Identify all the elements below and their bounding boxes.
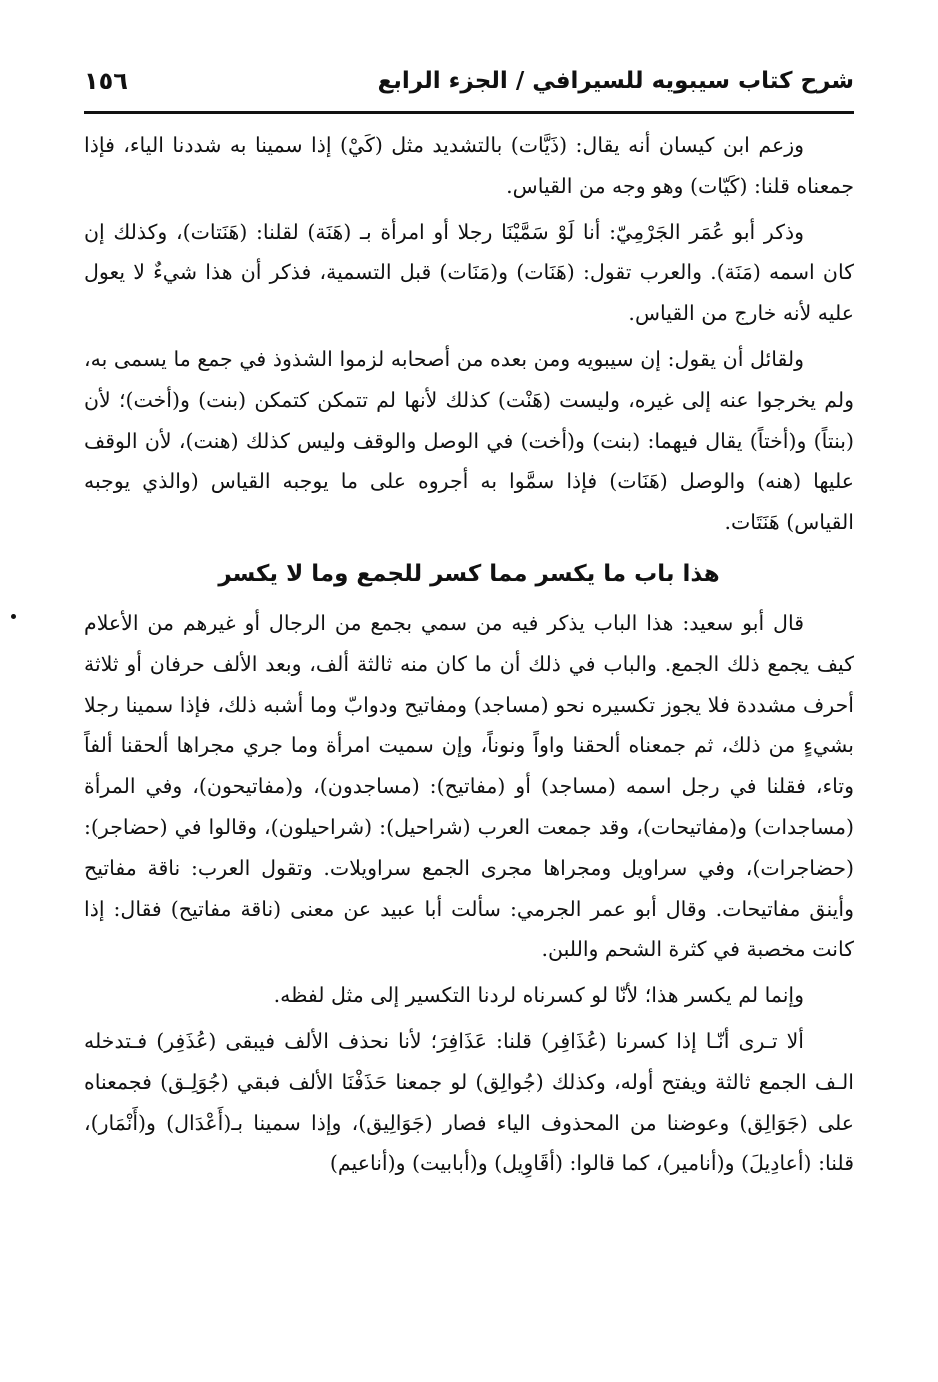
paragraph: وذكر أبو عُمَر الجَرْمِيّ: أنا لَوْ سَمَّيْنَا رجلا أو امرأة بـ (هَنَة) لقلنا: (هَنَتات)، وكذلك إن كان اسمه (مَنَة). والعرب تقول: (هَنَات) و(مَنَات) قبل التسمية، فذكر أن هذا شيءٌ لا يعول عليه لأنه خارج من القياس. (84, 219, 854, 326)
section-heading: هذا باب ما يكسر مما كسر للجمع وما لا يكسر (218, 560, 720, 587)
page-body (84, 125, 854, 1189)
paragraph: ولقائل أن يقول: إن سيبويه ومن بعده من أصحابه لزموا الشذوذ في جمع ما يسمى به، ولم يخرجوا عنه إلى غيره، وليست (هَنْت) كذلك لأنها لم تتمكن كتمكن (بنت) و(أخت)؛ لأن (بنتاً) و(أختاً) يقال فيهما: (بنت) و(أخت) في الوصل والوقف وليس كذلك (هنت)، لأن الوقف عليها (هنه) والوصل (هَنَات) فإذا سمَّوا به أجروه على ما يوجبه القياس (والذي يوجبه القياس) هَنَتَات. (84, 346, 854, 535)
running-title: شرح كتاب سيبويه للسيرافي / الجزء الرابع (377, 68, 854, 94)
margin-mark (11, 614, 16, 619)
page-number: ١٥٦ (84, 67, 128, 95)
running-header (84, 64, 854, 108)
paragraph: وإنما لم يكسر هذا؛ لأنّا لو كسرناه لردنا التكسير إلى مثل لفظه. (273, 983, 804, 1008)
paragraph: قال أبو سعيد: هذا الباب يذكر فيه من سمي بجمع من الرجال أو غيرهم من الأعلام كيف يجمع ذلك الجمع. والباب في ذلك أن ما كان منه ثالثة ألف، وبعد الألف حرفان أو ثلاثة أحرف مشددة فلا يجوز تكسيره نحو (مساجد) ومفاتيح ودوابّ وما أشبه ذلك، فإذا سمينا رجلا بشيءٍ من ذلك، ثم جمعناه ألحقنا واواً ونوناً، وإن سميت امرأة وما جري مجراها ألحقنا ألفاً وتاء، فقلنا في رجل اسمه (مساجد) أو (مفاتيح): (مساجدون)، و(مفاتيحون)، وفي المرأة (مساجدات) و(مفاتيحات)، وقد جمعت العرب (شراحيل): (شراحيلون)، وقالوا في (حضاجر): (حضاجرات)، وفي سراويل ومجراها مجرى الجمع سراويلات. وتقول العرب: ناقة مفاتيح وأينق مفاتيحات. وقال أبو عمر الجرمي: سألت أبا عبيد عن معنى (ناقة مفاتيح) فقال: إذا كانت مخصبة في كثرة الشحم واللبن. (84, 610, 854, 962)
paragraph: ألا تـرى أنّـا إذا كسرنا (عُذَافِر) قلنا: عَذَافِرَ؛ لأنا نحذف الألف فيبقى (عُذَفِر) فـتدخله الـف الجمع ثالثة ويفتح أوله، وكذلك (جُوالِق) لو جمعنا حَذَفْنَا الألف فبقي (جُوَلِـق) فجمعناه على (جَوَالِق) وعوضنا من المحذوف الياء فصار (جَوَالِيق)، وإذا سمينا بـ(أَعْدَال) و(أَنْمَار)، قلنا: (أعادِيلَ) و(أنامير)، كما قالوا: (أقَاوِيل) و(أبابيت) و(أناعيم) (84, 1028, 854, 1176)
paragraph: وزعم ابن كيسان أنه يقال: (ذَيَّات) بالتشديد مثل (كَيْ) إذا سمينا به شددنا الياء، فإذا جمعناه قلنا: (كَيّات) وهو وجه من القياس. (84, 133, 854, 198)
header-rule (84, 111, 854, 114)
